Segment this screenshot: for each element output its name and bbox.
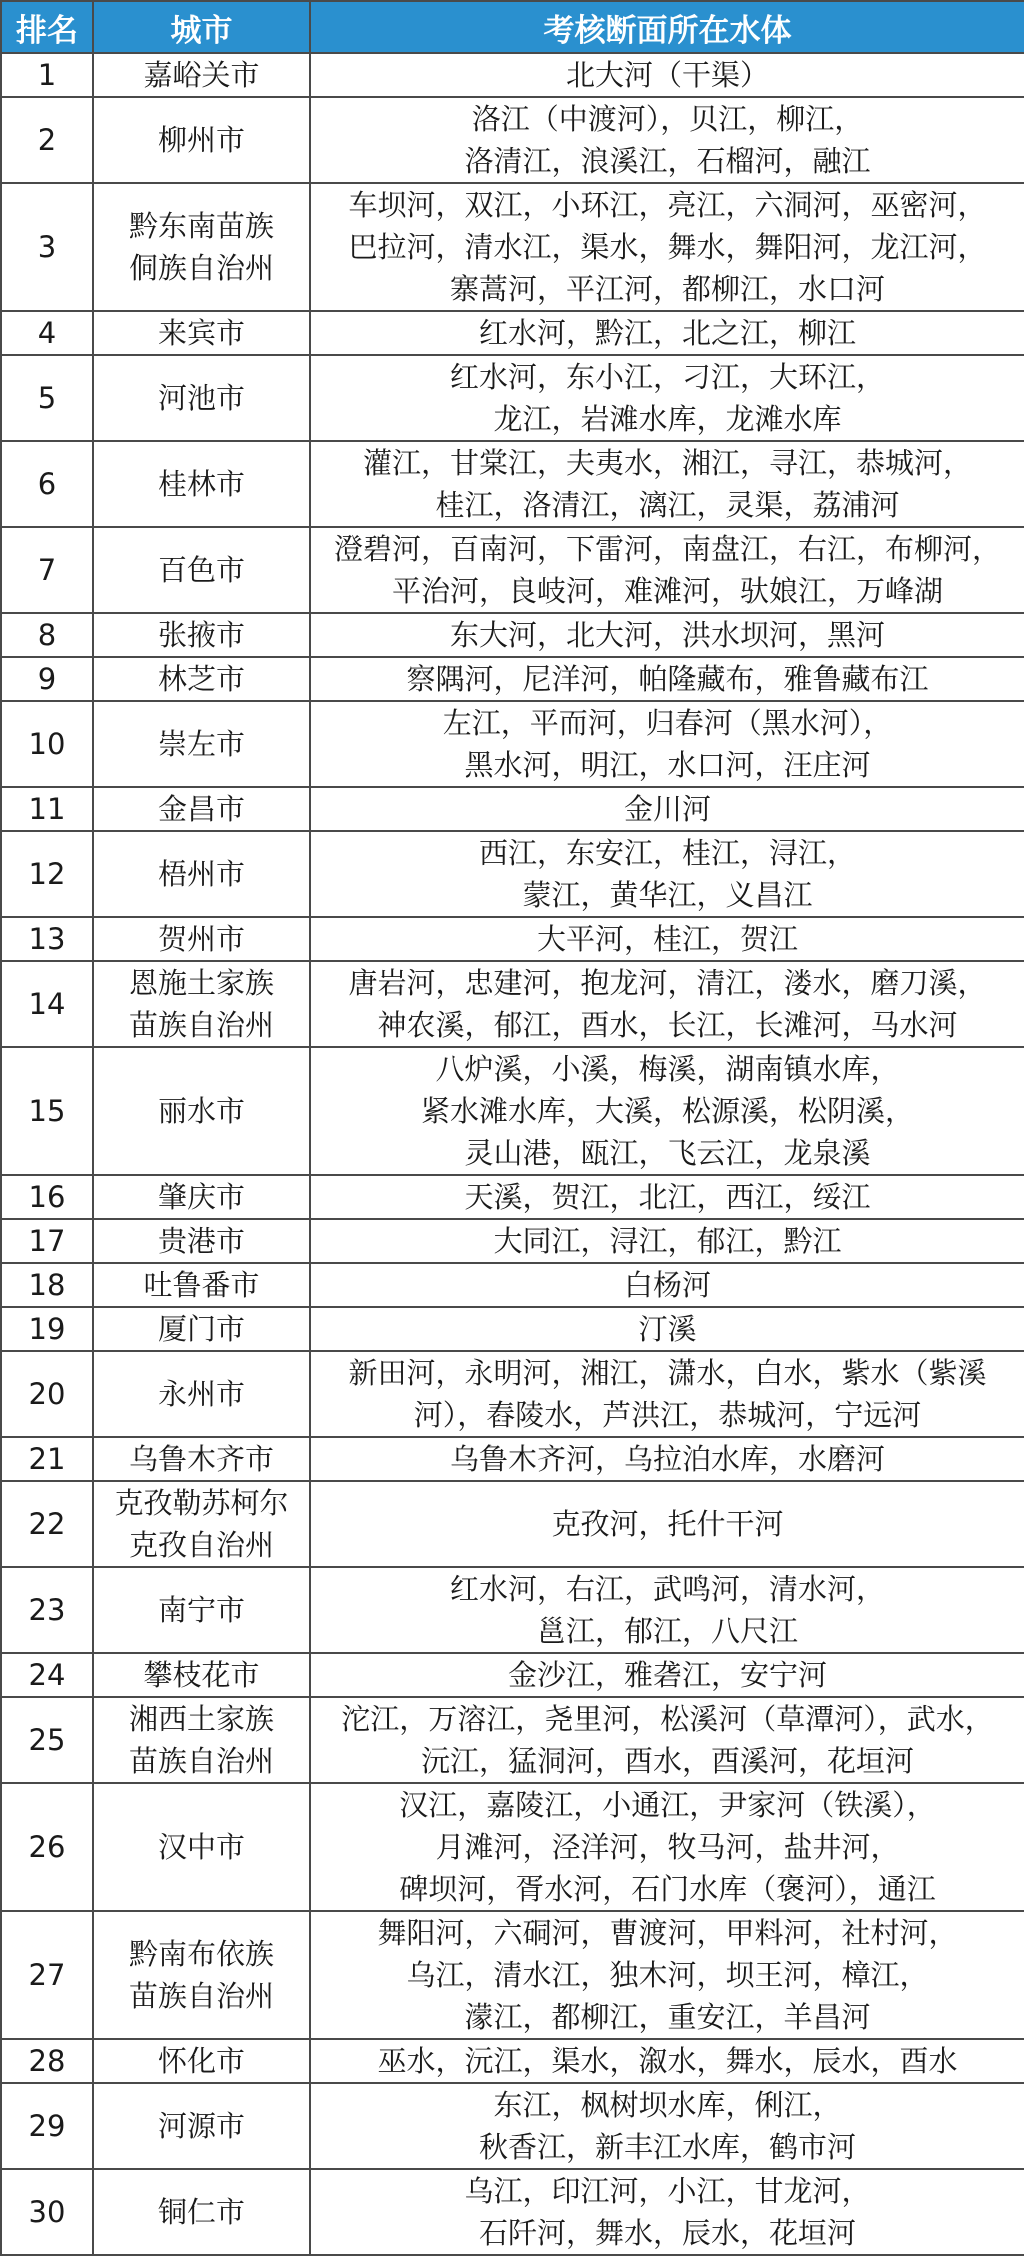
rank-cell: 4	[1, 311, 93, 355]
table-row	[1, 1307, 1024, 1351]
rank-cell: 10	[1, 701, 93, 787]
city-cell: 来宾市	[93, 311, 310, 355]
water-body-cell: 乌鲁木齐河，乌拉泊水库，水磨河	[310, 1437, 1024, 1481]
table-row	[1, 1219, 1024, 1263]
rank-cell: 20	[1, 1351, 93, 1437]
table-row	[1, 2083, 1024, 2169]
rank-cell: 30	[1, 2169, 93, 2255]
water-body-cell: 北大河（干渠）	[310, 53, 1024, 97]
table-row	[1, 1351, 1024, 1437]
rank-cell: 26	[1, 1783, 93, 1911]
rank-cell: 29	[1, 2083, 93, 2169]
water-body-cell: 东江，枫树坝水库，俐江， 秋香江，新丰江水库，鹤市河	[310, 2083, 1024, 2169]
table-row	[1, 1697, 1024, 1783]
water-body-cell: 舞阳河，六硐河，曹渡河，甲料河，社村河， 乌江，清水江，独木河，坝王河，樟江， 濛江，都柳江，重安江，羊昌河	[310, 1911, 1024, 2039]
city-cell: 百色市	[93, 527, 310, 613]
city-cell: 铜仁市	[93, 2169, 310, 2255]
table-row	[1, 1653, 1024, 1697]
rank-cell: 2	[1, 97, 93, 183]
city-cell: 汉中市	[93, 1783, 310, 1911]
rank-cell: 21	[1, 1437, 93, 1481]
city-cell: 恩施土家族 苗族自治州	[93, 961, 310, 1047]
water-body-cell: 大同江，浔江，郁江，黔江	[310, 1219, 1024, 1263]
table-row	[1, 2039, 1024, 2083]
table-row	[1, 1567, 1024, 1653]
table-row	[1, 1783, 1024, 1911]
city-cell: 嘉峪关市	[93, 53, 310, 97]
rank-cell: 18	[1, 1263, 93, 1307]
water-body-cell: 红水河，东小江，刁江，大环江， 龙江，岩滩水库，龙滩水库	[310, 355, 1024, 441]
table-row	[1, 183, 1024, 311]
table-row	[1, 355, 1024, 441]
water-body-cell: 红水河，右江，武鸣河，清水河， 邕江，郁江，八尺江	[310, 1567, 1024, 1653]
water-body-cell: 红水河，黔江，北之江，柳江	[310, 311, 1024, 355]
water-body-cell: 巫水，沅江，渠水，溆水，舞水，辰水，酉水	[310, 2039, 1024, 2083]
water-body-cell: 大平河，桂江，贺江	[310, 917, 1024, 961]
table-row	[1, 527, 1024, 613]
city-cell: 贺州市	[93, 917, 310, 961]
water-body-cell: 天溪，贺江，北江，西江，绥江	[310, 1175, 1024, 1219]
rank-cell: 13	[1, 917, 93, 961]
table-row	[1, 1263, 1024, 1307]
water-body-cell: 白杨河	[310, 1263, 1024, 1307]
rank-cell: 5	[1, 355, 93, 441]
table-row	[1, 917, 1024, 961]
water-body-cell: 乌江，印江河，小江，甘龙河， 石阡河，舞水，辰水，花垣河	[310, 2169, 1024, 2255]
city-cell: 黔南布依族 苗族自治州	[93, 1911, 310, 2039]
table-row	[1, 961, 1024, 1047]
city-cell: 崇左市	[93, 701, 310, 787]
city-cell: 乌鲁木齐市	[93, 1437, 310, 1481]
rank-cell: 22	[1, 1481, 93, 1567]
city-cell: 肇庆市	[93, 1175, 310, 1219]
water-body-cell: 车坝河，双江，小环江，亮江，六洞河，巫密河， 巴拉河，清水江，渠水，舞水，舞阳河，龙江河， 寨蒿河，平江河，都柳江，水口河	[310, 183, 1024, 311]
water-body-cell: 澄碧河，百南河，下雷河，南盘江，右江，布柳河， 平治河，良岐河，难滩河，驮娘江，万峰湖	[310, 527, 1024, 613]
city-cell: 丽水市	[93, 1047, 310, 1175]
rank-cell: 24	[1, 1653, 93, 1697]
rank-cell: 12	[1, 831, 93, 917]
water-body-cell: 唐岩河，忠建河，抱龙河，清江，溇水，磨刀溪， 神农溪，郁江，酉水，长江，长滩河，马水河	[310, 961, 1024, 1047]
table-row	[1, 1047, 1024, 1175]
city-cell: 张掖市	[93, 613, 310, 657]
city-cell: 南宁市	[93, 1567, 310, 1653]
rank-cell: 6	[1, 441, 93, 527]
rank-cell: 27	[1, 1911, 93, 2039]
water-body-cell: 金沙江，雅砻江，安宁河	[310, 1653, 1024, 1697]
city-cell: 柳州市	[93, 97, 310, 183]
city-cell: 怀化市	[93, 2039, 310, 2083]
rank-cell: 16	[1, 1175, 93, 1219]
water-body-cell: 八炉溪，小溪，梅溪，湖南镇水库， 紧水滩水库，大溪，松源溪，松阴溪， 灵山港，瓯江，飞云江，龙泉溪	[310, 1047, 1024, 1175]
header-rank: 排名	[1, 1, 93, 53]
table-row	[1, 1437, 1024, 1481]
rank-cell: 17	[1, 1219, 93, 1263]
header-city: 城市	[93, 1, 310, 53]
city-cell: 黔东南苗族 侗族自治州	[93, 183, 310, 311]
water-body-cell: 克孜河，托什干河	[310, 1481, 1024, 1567]
header-row	[1, 1, 1024, 53]
table-row	[1, 97, 1024, 183]
rank-cell: 19	[1, 1307, 93, 1351]
city-cell: 梧州市	[93, 831, 310, 917]
city-cell: 河源市	[93, 2083, 310, 2169]
city-cell: 永州市	[93, 1351, 310, 1437]
city-cell: 桂林市	[93, 441, 310, 527]
rank-cell: 25	[1, 1697, 93, 1783]
table-body	[1, 53, 1024, 2255]
table-row	[1, 831, 1024, 917]
rank-cell: 9	[1, 657, 93, 701]
table-row	[1, 441, 1024, 527]
city-cell: 克孜勒苏柯尔 克孜自治州	[93, 1481, 310, 1567]
water-body-cell: 沱江，万溶江，尧里河，松溪河（草潭河），武水， 沅江，猛洞河，酉水，酉溪河，花垣河	[310, 1697, 1024, 1783]
water-body-cell: 西江，东安江，桂江，浔江， 蒙江，黄华江，义昌江	[310, 831, 1024, 917]
city-cell: 林芝市	[93, 657, 310, 701]
rank-cell: 7	[1, 527, 93, 613]
rank-cell: 1	[1, 53, 93, 97]
rank-cell: 14	[1, 961, 93, 1047]
water-body-cell: 新田河，永明河，湘江，潇水，白水，紫水（紫溪 河），舂陵水，芦洪江，恭城河，宁远河	[310, 1351, 1024, 1437]
water-body-cell: 金川河	[310, 787, 1024, 831]
table-row	[1, 1911, 1024, 2039]
rank-cell: 23	[1, 1567, 93, 1653]
water-body-cell: 灌江，甘棠江，夫夷水，湘江，寻江，恭城河， 桂江，洛清江，漓江，灵渠，荔浦河	[310, 441, 1024, 527]
table-row	[1, 657, 1024, 701]
city-cell: 吐鲁番市	[93, 1263, 310, 1307]
header-water: 考核断面所在水体	[310, 1, 1024, 53]
city-cell: 湘西土家族 苗族自治州	[93, 1697, 310, 1783]
water-body-cell: 洛江（中渡河），贝江，柳江， 洛清江，浪溪江，石榴河，融江	[310, 97, 1024, 183]
table-row	[1, 1481, 1024, 1567]
city-cell: 厦门市	[93, 1307, 310, 1351]
table-row	[1, 311, 1024, 355]
table-row	[1, 701, 1024, 787]
rank-cell: 28	[1, 2039, 93, 2083]
water-body-cell: 汉江，嘉陵江，小通江，尹家河（铁溪）， 月滩河，泾洋河，牧马河，盐井河， 碑坝河，胥水河，石门水库（褒河），通江	[310, 1783, 1024, 1911]
table-row	[1, 787, 1024, 831]
table-row	[1, 2169, 1024, 2255]
rank-cell: 3	[1, 183, 93, 311]
table-row	[1, 613, 1024, 657]
water-body-cell: 东大河，北大河，洪水坝河，黑河	[310, 613, 1024, 657]
table-row	[1, 1175, 1024, 1219]
city-cell: 金昌市	[93, 787, 310, 831]
rank-cell: 15	[1, 1047, 93, 1175]
water-body-cell: 左江，平而河，归春河（黑水河）， 黑水河，明江，水口河，汪庄河	[310, 701, 1024, 787]
city-cell: 攀枝花市	[93, 1653, 310, 1697]
city-cell: 贵港市	[93, 1219, 310, 1263]
rank-cell: 8	[1, 613, 93, 657]
table-row	[1, 53, 1024, 97]
water-body-cell: 汀溪	[310, 1307, 1024, 1351]
city-cell: 河池市	[93, 355, 310, 441]
rank-cell: 11	[1, 787, 93, 831]
water-body-cell: 察隅河，尼洋河，帕隆藏布，雅鲁藏布江	[310, 657, 1024, 701]
